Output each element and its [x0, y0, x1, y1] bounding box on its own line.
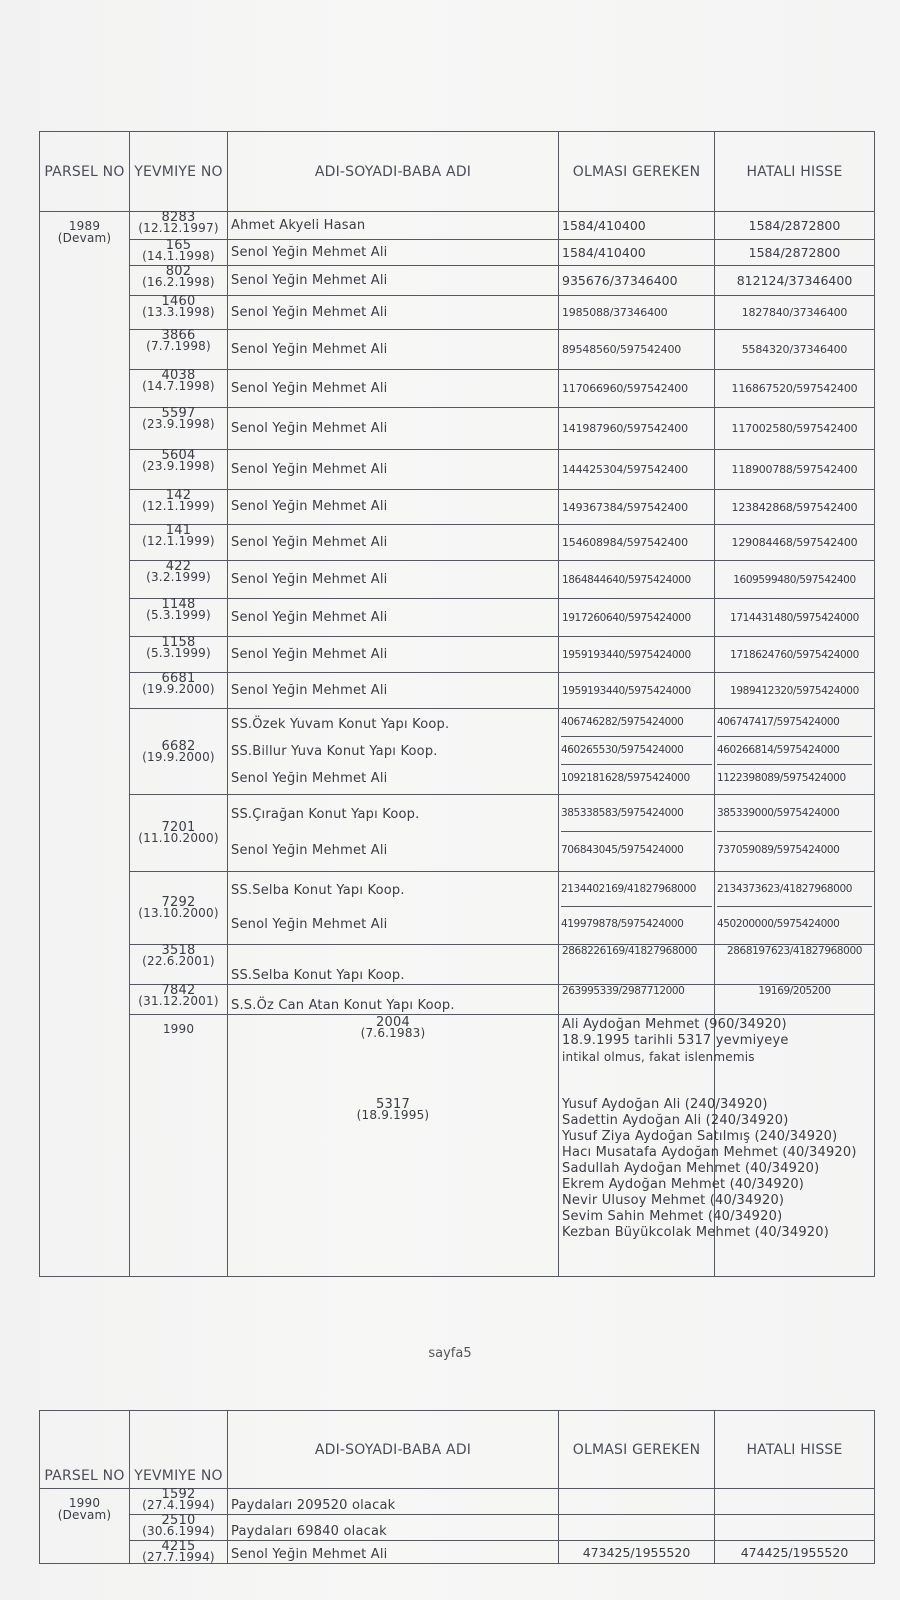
yevmiye-date: (12.12.1997) [138, 221, 219, 235]
yevmiye-number: 1148 [161, 597, 196, 612]
hatali-hisse-value: 2868197623/41827968000 [715, 945, 875, 985]
yevmiye-number: 1158 [161, 635, 196, 650]
yevmiye-cell [130, 330, 228, 370]
hatali-hisse-value: 450200000/5975424000 [717, 918, 840, 930]
yevmiye-date: (13.3.1998) [142, 305, 215, 319]
owner-name: Senol Yeğin Mehmet Ali [228, 266, 559, 296]
table-row-group [40, 795, 875, 872]
yevmiye-date: (19.9.2000) [142, 749, 215, 764]
hatali-hisse-value: 1584/2872800 [715, 240, 875, 266]
hatali-hisse-value: 1122398089/5975424000 [717, 772, 846, 784]
table-row-group [40, 709, 875, 795]
yevmiye-number: 5597 [161, 406, 196, 421]
yevmiye-date: (18.9.1995) [356, 1108, 430, 1122]
yevmiye-number: 141 [165, 523, 192, 538]
yevmiye-cell [228, 1015, 559, 1277]
owner-name: Senol Yeğin Mehmet Ali [228, 1541, 559, 1564]
olmasi-gereken-value [559, 1489, 715, 1515]
hatali-hisse-value: 117002580/597542400 [715, 408, 875, 450]
yevmiye-cell [130, 1541, 228, 1564]
yevmiye-cell [130, 370, 228, 408]
yevmiye-number: 4038 [161, 368, 196, 383]
yevmiye-cell [130, 985, 228, 1015]
yevmiye-date: (12.1.1999) [142, 499, 215, 513]
yevmiye-cell [130, 1489, 228, 1515]
olmasi-gereken-value: 141987960/597542400 [559, 408, 715, 450]
yevmiye-date: (14.1.1998) [142, 249, 215, 263]
olmasi-gereken-value: 154608984/597542400 [559, 525, 715, 561]
yevmiye-cell [130, 599, 228, 637]
olmasi-gereken-value: 89548560/597542400 [559, 330, 715, 370]
olmasi-gereken-value: 1092181628/5975424000 [561, 772, 690, 784]
yevmiye-number: 422 [165, 559, 192, 574]
header-yevmiye: YEVMIYE NO [130, 1411, 228, 1489]
hatali-hisse-cell [715, 709, 875, 795]
table-row [40, 1489, 875, 1515]
table-row [40, 330, 875, 370]
yevmiye-number: 2004 [376, 1015, 410, 1030]
yevmiye-date: (12.1.1999) [142, 534, 215, 548]
olmasi-gereken-value: 2868226169/41827968000 [559, 945, 715, 985]
parsel-note: (Devam) [57, 231, 112, 245]
yevmiye-date: (7.6.1983) [360, 1026, 426, 1040]
heir-name: Yusuf Aydoğan Ali (240/34920) [562, 1097, 768, 1112]
table-row [40, 240, 875, 266]
owner-name: Paydaları 69840 olacak [228, 1515, 559, 1541]
olmasi-gereken-value: 1917260640/5975424000 [559, 599, 715, 637]
header-adi: ADI-SOYADI-BABA ADI [228, 1411, 559, 1489]
owner-name: Senol Yeğin Mehmet Ali [228, 561, 559, 599]
table-row [40, 985, 875, 1015]
olmasi-gereken-value: 1584/410400 [559, 212, 715, 240]
owner-names-cell [228, 872, 559, 945]
owner-name: Senol Yeğin Mehmet Ali [231, 771, 388, 786]
olmasi-gereken-value: 460265530/5975424000 [561, 737, 712, 765]
owner-name: Paydaları 209520 olacak [228, 1489, 559, 1515]
yevmiye-number: 6681 [161, 671, 196, 686]
owner-name: SS.Çırağan Konut Yapı Koop. [231, 807, 420, 822]
yevmiye-number: 6682 [161, 738, 196, 754]
yevmiye-number: 8283 [161, 210, 196, 225]
hatali-hisse-cell [715, 795, 875, 872]
heir-name: Nevir Ulusoy Mehmet (40/34920) [562, 1193, 785, 1208]
yevmiye-cell [130, 212, 228, 240]
heir-name: Kezban Büyükcolak Mehmet (40/34920) [562, 1225, 830, 1240]
hatali-hisse-cell [715, 872, 875, 945]
hatali-hisse-value: 460266814/5975424000 [717, 737, 872, 765]
yevmiye-number: 1592 [161, 1487, 196, 1502]
parsel-cell [130, 1015, 228, 1277]
olmasi-gereken-value: 144425304/597542400 [559, 450, 715, 490]
hatali-hisse-value: 1827840/37346400 [715, 296, 875, 330]
hatali-hisse-value: 1718624760/5975424000 [715, 637, 875, 673]
yevmiye-date: (27.4.1994) [142, 1498, 215, 1512]
olmasi-gereken-value: 1864844640/5975424000 [559, 561, 715, 599]
hatali-hisse-value: 2134373623/41827968000 [717, 872, 872, 907]
header-parsel: PARSEL NO [40, 1411, 130, 1489]
owner-name: Senol Yeğin Mehmet Ali [228, 370, 559, 408]
olmasi-gereken-value [559, 1515, 715, 1541]
yevmiye-number: 165 [165, 238, 192, 253]
hatali-hisse-value: 1714431480/5975424000 [715, 599, 875, 637]
header-hatali: HATALI HISSE [715, 132, 875, 212]
table-row [40, 637, 875, 673]
table-row [40, 212, 875, 240]
yevmiye-cell [130, 450, 228, 490]
owner-name: Senol Yeğin Mehmet Ali [231, 843, 388, 858]
yevmiye-cell [130, 490, 228, 525]
hatali-hisse-value: 19169/205200 [715, 985, 875, 1015]
table-row [40, 525, 875, 561]
parsel-number: 1990 [162, 1022, 195, 1036]
owner-name: Senol Yeğin Mehmet Ali [228, 673, 559, 709]
header-olmasi: OLMASI GEREKEN [559, 1411, 715, 1489]
table-row [40, 408, 875, 450]
yevmiye-number: 4215 [161, 1539, 196, 1554]
owner-name: Senol Yeğin Mehmet Ali [228, 330, 559, 370]
owner-name: SS.Billur Yuva Konut Yapı Koop. [231, 744, 438, 759]
yevmiye-number: 142 [165, 488, 192, 503]
parsel-number: 1989 [68, 219, 101, 233]
heir-name: Yusuf Ziya Aydoğan Satılmış (240/34920) [562, 1129, 838, 1144]
hatali-hisse-value: 1584/2872800 [715, 212, 875, 240]
hatali-hisse-value: 118900788/597542400 [715, 450, 875, 490]
header-yevmiye: YEVMIYE NO [130, 132, 228, 212]
share-table-page5 [39, 131, 875, 1277]
owner-name: SS.Özek Yuvam Konut Yapı Koop. [231, 717, 450, 732]
olmasi-gereken-value: 419979878/5975424000 [561, 918, 684, 930]
note-line: intikal olmus, fakat islenmemis [562, 1050, 755, 1064]
owner-name: Senol Yeğin Mehmet Ali [228, 450, 559, 490]
header-olmasi: OLMASI GEREKEN [559, 132, 715, 212]
yevmiye-cell [130, 872, 228, 945]
owner-name: Senol Yeğin Mehmet Ali [228, 637, 559, 673]
table-header-row [40, 1411, 875, 1489]
parsel-number: 1990 [68, 1496, 101, 1510]
yevmiye-date: (30.6.1994) [142, 1524, 215, 1538]
table-row [40, 450, 875, 490]
note-line: 18.9.1995 tarihli 5317 yevmiyeye [562, 1033, 789, 1048]
hatali-hisse-value: 474425/1955520 [715, 1541, 875, 1564]
hatali-hisse-value: 1609599480/597542400 [715, 561, 875, 599]
heir-name: Hacı Musatafa Aydoğan Mehmet (40/34920) [562, 1145, 857, 1160]
olmasi-gereken-value: 706843045/5975424000 [561, 844, 684, 856]
yevmiye-number: 5604 [161, 448, 196, 463]
yevmiye-cell [130, 240, 228, 266]
owner-name: Senol Yeğin Mehmet Ali [228, 296, 559, 330]
owner-name: Senol Yeğin Mehmet Ali [228, 408, 559, 450]
yevmiye-cell [130, 795, 228, 872]
share-table-page6 [39, 1410, 875, 1564]
olmasi-gereken-value: 935676/37346400 [559, 266, 715, 296]
hatali-hisse-value [715, 1515, 875, 1541]
yevmiye-date: (27.7.1994) [142, 1550, 215, 1564]
yevmiye-number: 2510 [161, 1513, 196, 1528]
olmasi-gereken-value: 263995339/2987712000 [559, 985, 715, 1015]
table-row [40, 296, 875, 330]
olmasi-gereken-value: 2134402169/41827968000 [561, 872, 712, 907]
yevmiye-number: 7292 [161, 895, 196, 910]
yevmiye-cell [130, 561, 228, 599]
hatali-hisse-value: 737059089/5975424000 [717, 844, 840, 856]
owner-names-cell [228, 795, 559, 872]
owner-name: SS.Selba Konut Yapı Koop. [231, 883, 405, 898]
olmasi-gereken-value: 1985088/37346400 [559, 296, 715, 330]
owner-name: Ahmet Akyeli Hasan [228, 212, 559, 240]
table-row [40, 599, 875, 637]
header-parsel: PARSEL NO [40, 132, 130, 212]
header-hatali: HATALI HISSE [715, 1411, 875, 1489]
hatali-hisse-value: 812124/37346400 [715, 266, 875, 296]
header-adi: ADI-SOYADI-BABA ADI [228, 132, 559, 212]
yevmiye-date: (3.2.1999) [146, 570, 211, 584]
owner-name: Senol Yeğin Mehmet Ali [228, 599, 559, 637]
yevmiye-date: (13.10.2000) [138, 906, 219, 920]
hatali-hisse-value: 406747417/5975424000 [717, 709, 872, 737]
hatali-hisse-value [715, 1489, 875, 1515]
yevmiye-cell [130, 408, 228, 450]
owner-name: Senol Yeğin Mehmet Ali [228, 240, 559, 266]
table-row [40, 266, 875, 296]
parsel-note: (Devam) [57, 1508, 112, 1522]
yevmiye-number: 7842 [161, 983, 196, 998]
olmasi-gereken-cell [559, 795, 715, 872]
owner-name: Senol Yeğin Mehmet Ali [231, 917, 388, 932]
yevmiye-date: (22.6.2001) [142, 954, 215, 968]
olmasi-gereken-value: 385338583/5975424000 [561, 795, 712, 832]
yevmiye-date: (23.9.1998) [142, 417, 215, 431]
yevmiye-date: (19.9.2000) [142, 682, 215, 696]
olmasi-gereken-cell [559, 872, 715, 945]
yevmiye-date: (31.12.2001) [138, 994, 219, 1008]
parsel-cell [40, 1489, 130, 1564]
yevmiye-number: 1460 [161, 294, 196, 309]
table-row [40, 1015, 875, 1277]
yevmiye-number: 3866 [161, 328, 196, 343]
yevmiye-cell [130, 709, 228, 795]
table-row [40, 490, 875, 525]
table-header-row [40, 132, 875, 212]
yevmiye-number: 802 [165, 264, 192, 279]
olmasi-gereken-value: 406746282/5975424000 [561, 709, 712, 737]
olmasi-gereken-value: 117066960/597542400 [559, 370, 715, 408]
olmasi-gereken-value: 1959193440/5975424000 [559, 637, 715, 673]
olmasi-gereken-cell [559, 709, 715, 795]
heir-name: Sadettin Aydoğan Ali (240/34920) [562, 1113, 789, 1128]
yevmiye-cell [130, 525, 228, 561]
page-label: sayfa5 [428, 1346, 472, 1361]
owner-name: Senol Yeğin Mehmet Ali [228, 525, 559, 561]
hatali-hisse-value: 5584320/37346400 [715, 330, 875, 370]
table-row-group [40, 872, 875, 945]
olmasi-gereken-value: 1584/410400 [559, 240, 715, 266]
yevmiye-date: (16.2.1998) [142, 275, 215, 289]
yevmiye-cell [130, 945, 228, 985]
yevmiye-date: (11.10.2000) [138, 831, 219, 845]
owner-names-cell [559, 1015, 857, 1277]
note-line: Ali Aydoğan Mehmet (960/34920) [562, 1017, 787, 1032]
hatali-hisse-value: 129084468/597542400 [715, 525, 875, 561]
yevmiye-cell [130, 296, 228, 330]
yevmiye-date: (5.3.1999) [146, 646, 211, 660]
heir-name: Sevim Sahin Mehmet (40/34920) [562, 1209, 783, 1224]
hatali-hisse-value: 1989412320/5975424000 [715, 673, 875, 709]
yevmiye-number: 7201 [161, 820, 196, 835]
heir-name: Ekrem Aydoğan Mehmet (40/34920) [562, 1177, 805, 1192]
table-row [40, 673, 875, 709]
heir-name: Sadullah Aydoğan Mehmet (40/34920) [562, 1161, 820, 1176]
yevmiye-date: (14.7.1998) [142, 379, 215, 393]
yevmiye-date: (5.3.1999) [146, 608, 211, 622]
yevmiye-cell [130, 673, 228, 709]
owner-names-cell [228, 709, 559, 795]
olmasi-gereken-value: 473425/1955520 [559, 1541, 715, 1564]
yevmiye-cell [130, 1515, 228, 1541]
yevmiye-cell [130, 266, 228, 296]
owner-name: Senol Yeğin Mehmet Ali [228, 490, 559, 525]
table-row [40, 561, 875, 599]
table-row [40, 370, 875, 408]
parsel-cell [40, 212, 130, 1277]
yevmiye-date: (7.7.1998) [146, 339, 211, 353]
yevmiye-number: 3518 [161, 943, 196, 958]
olmasi-gereken-value: 149367384/597542400 [559, 490, 715, 525]
table-row [40, 1515, 875, 1541]
hatali-hisse-value: 123842868/597542400 [715, 490, 875, 525]
hatali-hisse-value: 116867520/597542400 [715, 370, 875, 408]
table-row [40, 945, 875, 985]
table-row [40, 1541, 875, 1564]
owner-name: S.S.Öz Can Atan Konut Yapı Koop. [228, 985, 559, 1015]
owner-name: SS.Selba Konut Yapı Koop. [228, 945, 559, 985]
olmasi-gereken-value: 1959193440/5975424000 [559, 673, 715, 709]
yevmiye-number: 5317 [376, 1097, 410, 1112]
hatali-hisse-value: 385339000/5975424000 [717, 795, 872, 832]
yevmiye-cell [130, 637, 228, 673]
yevmiye-date: (23.9.1998) [142, 459, 215, 473]
